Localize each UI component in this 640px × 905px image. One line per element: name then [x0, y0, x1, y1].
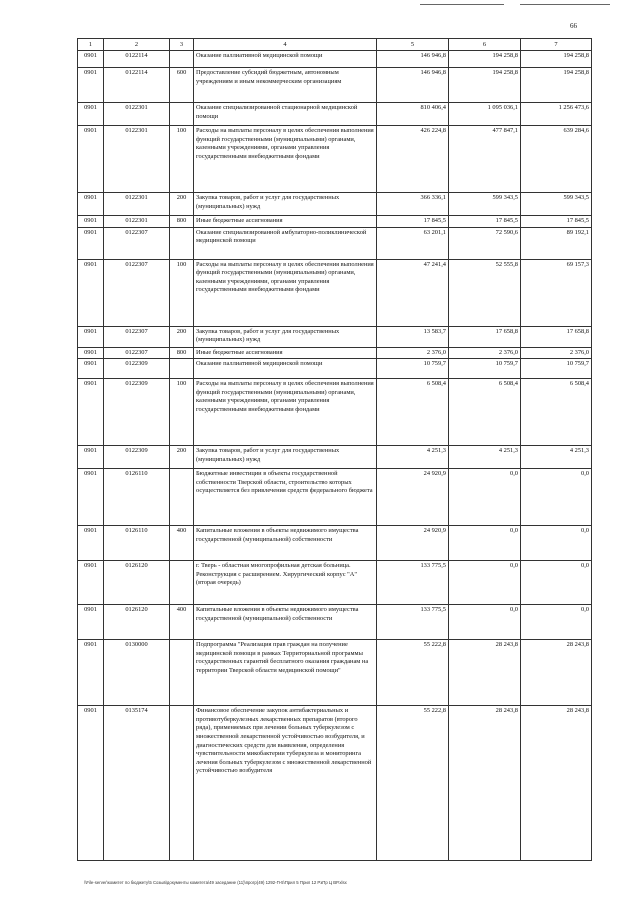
col-header-5: 5: [377, 39, 449, 51]
cell-description: Иные бюджетные ассигнования: [194, 216, 377, 228]
cell-amount-5: 146 946,8: [377, 51, 449, 68]
cell-amount-7: 639 284,6: [521, 126, 592, 193]
cell-description: Расходы на выплаты персоналу в целях обеспечения выполнения функций государственными (муниципальными) органами, казенными учреждениями, органами управления государственными внебюджетными фондами: [194, 259, 377, 326]
cell-expense-type: [170, 640, 194, 706]
cell-amount-6: 0,0: [449, 561, 521, 605]
cell-target-article: 0130000: [104, 640, 170, 706]
cell-description: Закупка товаров, работ и услуг для государственных (муниципальных) нужд: [194, 446, 377, 469]
col-header-2: 2: [104, 39, 170, 51]
cell-amount-5: 63 201,1: [377, 227, 449, 259]
cell-target-article: 0122309: [104, 446, 170, 469]
cell-amount-6: 1 095 036,1: [449, 103, 521, 126]
cell-expense-type: 200: [170, 446, 194, 469]
cell-target-article: 0122307: [104, 347, 170, 359]
cell-amount-6: 10 759,7: [449, 359, 521, 379]
file-path-footer: \\File-server\комитет по бюджету\5 Созыв\документы комитета\49 заседание (11)\прогр(49) 1292-П-5\Прил 5 Прил 12 РзПр Ц ВР.xlsx: [84, 880, 347, 885]
cell-amount-7: 599 343,5: [521, 193, 592, 216]
cell-section: 0901: [78, 706, 104, 861]
header-row: [78, 39, 592, 51]
cell-target-article: 0122309: [104, 379, 170, 446]
cell-description: Закупка товаров, работ и услуг для государственных (муниципальных) нужд: [194, 193, 377, 216]
cell-amount-5: 6 508,4: [377, 379, 449, 446]
cell-amount-6: 0,0: [449, 469, 521, 526]
top-rule-left: [420, 4, 504, 5]
cell-amount-6: 0,0: [449, 526, 521, 561]
cell-description: Финансовое обеспечение закупок антибактериальных и противотуберкулезных лекарственных препаратов (второго ряда), применяемых при лечении больных туберкулезом с множественной лекарственной устойчивостью возбудителя, и диагностических средств для выявления, определения чувствительности микобактерии туберкулеза и мониторинга лечения больных туберкулезом с множественной лекарственной устойчивостью возбудителя: [194, 706, 377, 861]
cell-target-article: 0135174: [104, 706, 170, 861]
cell-amount-6: 17 845,5: [449, 216, 521, 228]
table-row: [78, 227, 592, 259]
cell-section: 0901: [78, 469, 104, 526]
cell-amount-6: 194 258,8: [449, 51, 521, 68]
cell-section: 0901: [78, 68, 104, 103]
col-header-6: 6: [449, 39, 521, 51]
cell-amount-5: 13 583,7: [377, 326, 449, 347]
table-row: [78, 379, 592, 446]
cell-expense-type: 800: [170, 347, 194, 359]
cell-amount-7: 1 256 473,6: [521, 103, 592, 126]
cell-description: Расходы на выплаты персоналу в целях обеспечения выполнения функций государственными (муниципальными) органами, казенными учреждениями, органами управления государственными внебюджетными фондами: [194, 126, 377, 193]
table-row: [78, 326, 592, 347]
cell-expense-type: [170, 706, 194, 861]
cell-section: 0901: [78, 103, 104, 126]
cell-description: Расходы на выплаты персоналу в целях обеспечения выполнения функций государственными (муниципальными) органами, казенными учреждениями, органами управления государственными внебюджетными фондами: [194, 379, 377, 446]
cell-expense-type: 600: [170, 68, 194, 103]
cell-target-article: 0122307: [104, 227, 170, 259]
cell-section: 0901: [78, 227, 104, 259]
cell-amount-6: 28 243,8: [449, 706, 521, 861]
cell-amount-5: 55 222,8: [377, 640, 449, 706]
cell-section: 0901: [78, 216, 104, 228]
cell-amount-5: 47 241,4: [377, 259, 449, 326]
cell-description: Бюджетные инвестиции в объекты государственной собственности Тверской области, строительство которых осуществляется без привлечения средств федерального бюджета: [194, 469, 377, 526]
cell-section: 0901: [78, 526, 104, 561]
cell-expense-type: 100: [170, 379, 194, 446]
cell-amount-7: 10 759,7: [521, 359, 592, 379]
cell-amount-6: 194 258,8: [449, 68, 521, 103]
cell-amount-5: 55 222,8: [377, 706, 449, 861]
cell-amount-6: 477 847,1: [449, 126, 521, 193]
cell-amount-7: 0,0: [521, 605, 592, 640]
cell-amount-7: 194 258,8: [521, 68, 592, 103]
cell-target-article: 0122301: [104, 103, 170, 126]
cell-target-article: 0122301: [104, 216, 170, 228]
cell-target-article: 0126110: [104, 526, 170, 561]
cell-amount-7: 89 192,1: [521, 227, 592, 259]
cell-expense-type: 200: [170, 326, 194, 347]
cell-amount-5: 4 251,3: [377, 446, 449, 469]
cell-amount-7: 194 258,8: [521, 51, 592, 68]
cell-section: 0901: [78, 126, 104, 193]
cell-expense-type: 200: [170, 193, 194, 216]
cell-section: 0901: [78, 326, 104, 347]
cell-section: 0901: [78, 605, 104, 640]
cell-expense-type: [170, 227, 194, 259]
table-row: [78, 561, 592, 605]
cell-section: 0901: [78, 379, 104, 446]
table-row: [78, 469, 592, 526]
cell-amount-5: 146 946,8: [377, 68, 449, 103]
cell-target-article: 0122307: [104, 326, 170, 347]
cell-description: Оказание паллиативной медицинской помощи: [194, 51, 377, 68]
cell-amount-7: 28 243,8: [521, 640, 592, 706]
cell-target-article: 0122301: [104, 193, 170, 216]
cell-target-article: 0122114: [104, 68, 170, 103]
cell-amount-6: 599 343,5: [449, 193, 521, 216]
cell-amount-7: 0,0: [521, 561, 592, 605]
cell-amount-7: 28 243,8: [521, 706, 592, 861]
cell-section: 0901: [78, 51, 104, 68]
col-header-7: 7: [521, 39, 592, 51]
cell-amount-5: 426 224,8: [377, 126, 449, 193]
cell-amount-6: 52 555,8: [449, 259, 521, 326]
cell-target-article: 0126120: [104, 605, 170, 640]
cell-amount-6: 6 508,4: [449, 379, 521, 446]
table-row: [78, 103, 592, 126]
cell-expense-type: [170, 359, 194, 379]
col-header-1: 1: [78, 39, 104, 51]
cell-amount-5: 366 336,1: [377, 193, 449, 216]
table-row: [78, 216, 592, 228]
cell-section: 0901: [78, 446, 104, 469]
table-row: [78, 259, 592, 326]
col-header-3: 3: [170, 39, 194, 51]
cell-description: Капитальные вложения в объекты недвижимого имущества государственной (муниципальной) собственности: [194, 605, 377, 640]
table-row: [78, 51, 592, 68]
cell-amount-7: 0,0: [521, 469, 592, 526]
cell-expense-type: [170, 51, 194, 68]
table-row: [78, 68, 592, 103]
cell-description: Подпрограмма "Реализация прав граждан на получение медицинской помощи в рамках Территориальной программы государственных гарантий бесплатного оказания гражданам на территории Тверской области медицинской помощи": [194, 640, 377, 706]
cell-description: Оказание специализированной амбулаторно-поликлинической медицинской помощи: [194, 227, 377, 259]
cell-expense-type: 800: [170, 216, 194, 228]
table-row: [78, 446, 592, 469]
col-header-4: 4: [194, 39, 377, 51]
table-row: [78, 126, 592, 193]
cell-description: Предоставление субсидий бюджетным, автономным учреждениям и иным некоммерческим организациям: [194, 68, 377, 103]
cell-amount-6: 4 251,3: [449, 446, 521, 469]
cell-description: Капитальные вложения в объекты недвижимого имущества государственной (муниципальной) собственности: [194, 526, 377, 561]
cell-section: 0901: [78, 193, 104, 216]
cell-description: Оказание специализированной стационарной медицинской помощи: [194, 103, 377, 126]
top-rule-right: [520, 4, 610, 5]
cell-target-article: 0122301: [104, 126, 170, 193]
table-row: [78, 706, 592, 861]
cell-amount-7: 4 251,3: [521, 446, 592, 469]
cell-target-article: 0122309: [104, 359, 170, 379]
cell-amount-5: 2 376,0: [377, 347, 449, 359]
cell-amount-7: 17 658,8: [521, 326, 592, 347]
cell-amount-6: 17 658,8: [449, 326, 521, 347]
table-row: [78, 193, 592, 216]
cell-amount-7: 0,0: [521, 526, 592, 561]
cell-target-article: 0122114: [104, 51, 170, 68]
cell-expense-type: [170, 469, 194, 526]
cell-amount-7: 69 157,3: [521, 259, 592, 326]
cell-target-article: 0122307: [104, 259, 170, 326]
cell-amount-5: 10 759,7: [377, 359, 449, 379]
cell-target-article: 0126110: [104, 469, 170, 526]
cell-amount-7: 17 845,5: [521, 216, 592, 228]
cell-target-article: 0126120: [104, 561, 170, 605]
cell-description: Оказание паллиативной медицинской помощи: [194, 359, 377, 379]
cell-amount-5: 133 775,5: [377, 605, 449, 640]
page-number: 66: [570, 22, 577, 30]
cell-section: 0901: [78, 259, 104, 326]
cell-expense-type: 400: [170, 526, 194, 561]
table-row: [78, 605, 592, 640]
cell-description: г. Тверь - областная многопрофильная детская больница. Реконструкция с расширением. Хирургический корпус "А" (вторая очередь): [194, 561, 377, 605]
cell-description: Иные бюджетные ассигнования: [194, 347, 377, 359]
table-row: [78, 347, 592, 359]
cell-expense-type: 400: [170, 605, 194, 640]
cell-amount-5: 24 920,9: [377, 469, 449, 526]
cell-amount-6: 28 243,8: [449, 640, 521, 706]
cell-amount-7: 6 508,4: [521, 379, 592, 446]
cell-amount-5: 17 845,5: [377, 216, 449, 228]
cell-section: 0901: [78, 359, 104, 379]
cell-section: 0901: [78, 561, 104, 605]
cell-section: 0901: [78, 347, 104, 359]
cell-expense-type: [170, 561, 194, 605]
cell-expense-type: 100: [170, 126, 194, 193]
budget-table: [77, 38, 592, 861]
cell-expense-type: [170, 103, 194, 126]
cell-expense-type: 100: [170, 259, 194, 326]
cell-amount-5: 810 406,4: [377, 103, 449, 126]
cell-section: 0901: [78, 640, 104, 706]
cell-amount-7: 2 376,0: [521, 347, 592, 359]
cell-amount-5: 133 775,5: [377, 561, 449, 605]
table-row: [78, 359, 592, 379]
cell-amount-6: 72 590,6: [449, 227, 521, 259]
cell-description: Закупка товаров, работ и услуг для государственных (муниципальных) нужд: [194, 326, 377, 347]
table-row: [78, 640, 592, 706]
cell-amount-6: 2 376,0: [449, 347, 521, 359]
cell-amount-5: 24 920,9: [377, 526, 449, 561]
table-row: [78, 526, 592, 561]
cell-amount-6: 0,0: [449, 605, 521, 640]
